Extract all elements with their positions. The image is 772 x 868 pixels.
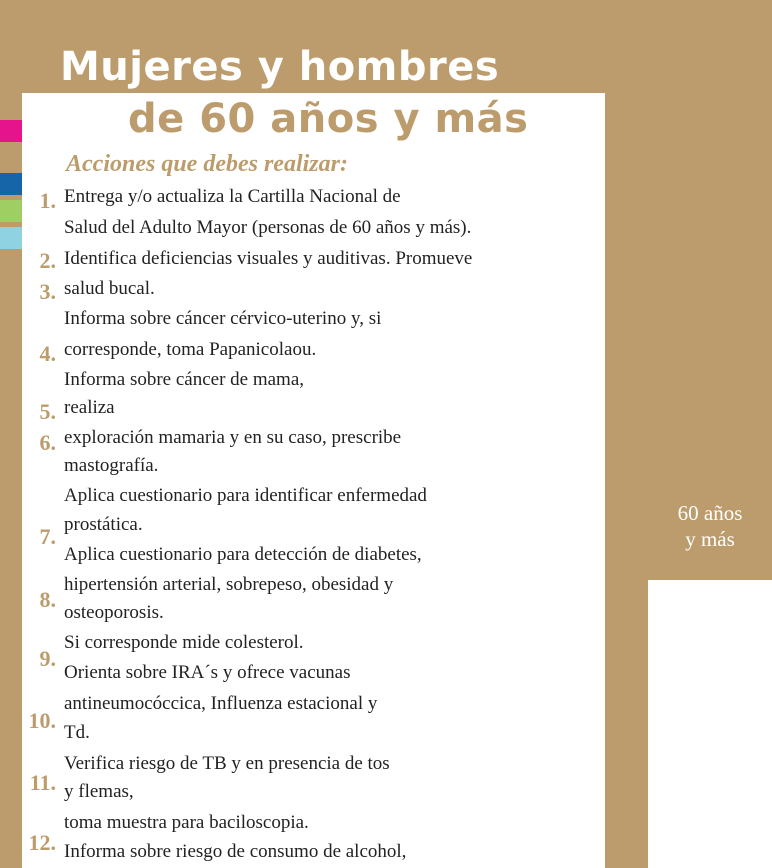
- item-text-line: Aplica cuestionario para identificar enfermedad: [64, 485, 427, 506]
- color-swatch-magenta: [0, 120, 22, 142]
- item-number: 9.: [39, 646, 56, 671]
- item-text-line: osteoporosis.: [64, 602, 164, 623]
- item-number: 8.: [39, 587, 56, 612]
- age-tab-line-1: 60 años: [677, 501, 743, 525]
- content-panel: [22, 93, 605, 868]
- item-text-line: Salud del Adulto Mayor (personas de 60 años y más).: [64, 217, 472, 238]
- background-notch: [648, 580, 772, 868]
- item-text-line: Informa sobre cáncer de mama,: [64, 369, 305, 390]
- item-text-line: Verifica riesgo de TB y en presencia de tos: [64, 753, 390, 774]
- item-text-line: Identifica deficiencias visuales y auditivas. Promueve: [64, 248, 473, 269]
- color-swatch-cyan: [0, 227, 22, 249]
- item-text-line: hipertensión arterial, sobrepeso, obesidad y: [64, 574, 394, 595]
- color-swatch-tan: [0, 146, 22, 168]
- item-number: 12.: [28, 830, 56, 855]
- item-text-line: Informa sobre riesgo de consumo de alcohol,: [64, 841, 407, 862]
- item-text-line: exploración mamaria y en su caso, prescribe: [64, 427, 402, 448]
- item-text-line: Aplica cuestionario para detección de diabetes,: [64, 544, 422, 565]
- item-number: 5.: [39, 399, 56, 424]
- item-number: 6.: [39, 430, 56, 455]
- section-heading: Acciones que debes realizar:: [66, 151, 348, 177]
- item-text-line: corresponde, toma Papanicolaou.: [64, 339, 317, 360]
- item-text-line: mastografía.: [64, 455, 159, 476]
- item-text-line: Si corresponde mide colesterol.: [64, 632, 304, 653]
- item-number: 4.: [39, 341, 56, 366]
- item-number: 2.: [39, 248, 56, 273]
- item-number: 3.: [39, 279, 56, 304]
- item-text-line: Orienta sobre IRA´s y ofrece vacunas: [64, 662, 351, 683]
- age-tab-line-2: y más: [685, 527, 735, 551]
- item-text-line: Entrega y/o actualiza la Cartilla Nacional de: [64, 186, 401, 207]
- item-number: 10.: [28, 708, 56, 733]
- item-text-line: prostática.: [64, 514, 143, 535]
- item-text-line: Informa sobre cáncer cérvico-uterino y, si: [64, 308, 382, 329]
- item-text-line: salud bucal.: [64, 278, 155, 299]
- page-title-line-1: Mujeres y hombres: [60, 44, 500, 90]
- item-number: 1.: [39, 188, 56, 213]
- item-number: 11.: [29, 770, 56, 795]
- item-text-line: Td.: [64, 722, 90, 743]
- item-text-line: antineumocóccica, Influenza estacional y: [64, 693, 378, 714]
- item-text-line: realiza: [64, 397, 115, 418]
- item-text-line: toma muestra para baciloscopia.: [64, 812, 309, 833]
- age-tab: [648, 500, 772, 552]
- item-text-line: y flemas,: [64, 781, 134, 802]
- item-number: 7.: [39, 524, 56, 549]
- page-title-line-2: de 60 años y más: [128, 96, 529, 142]
